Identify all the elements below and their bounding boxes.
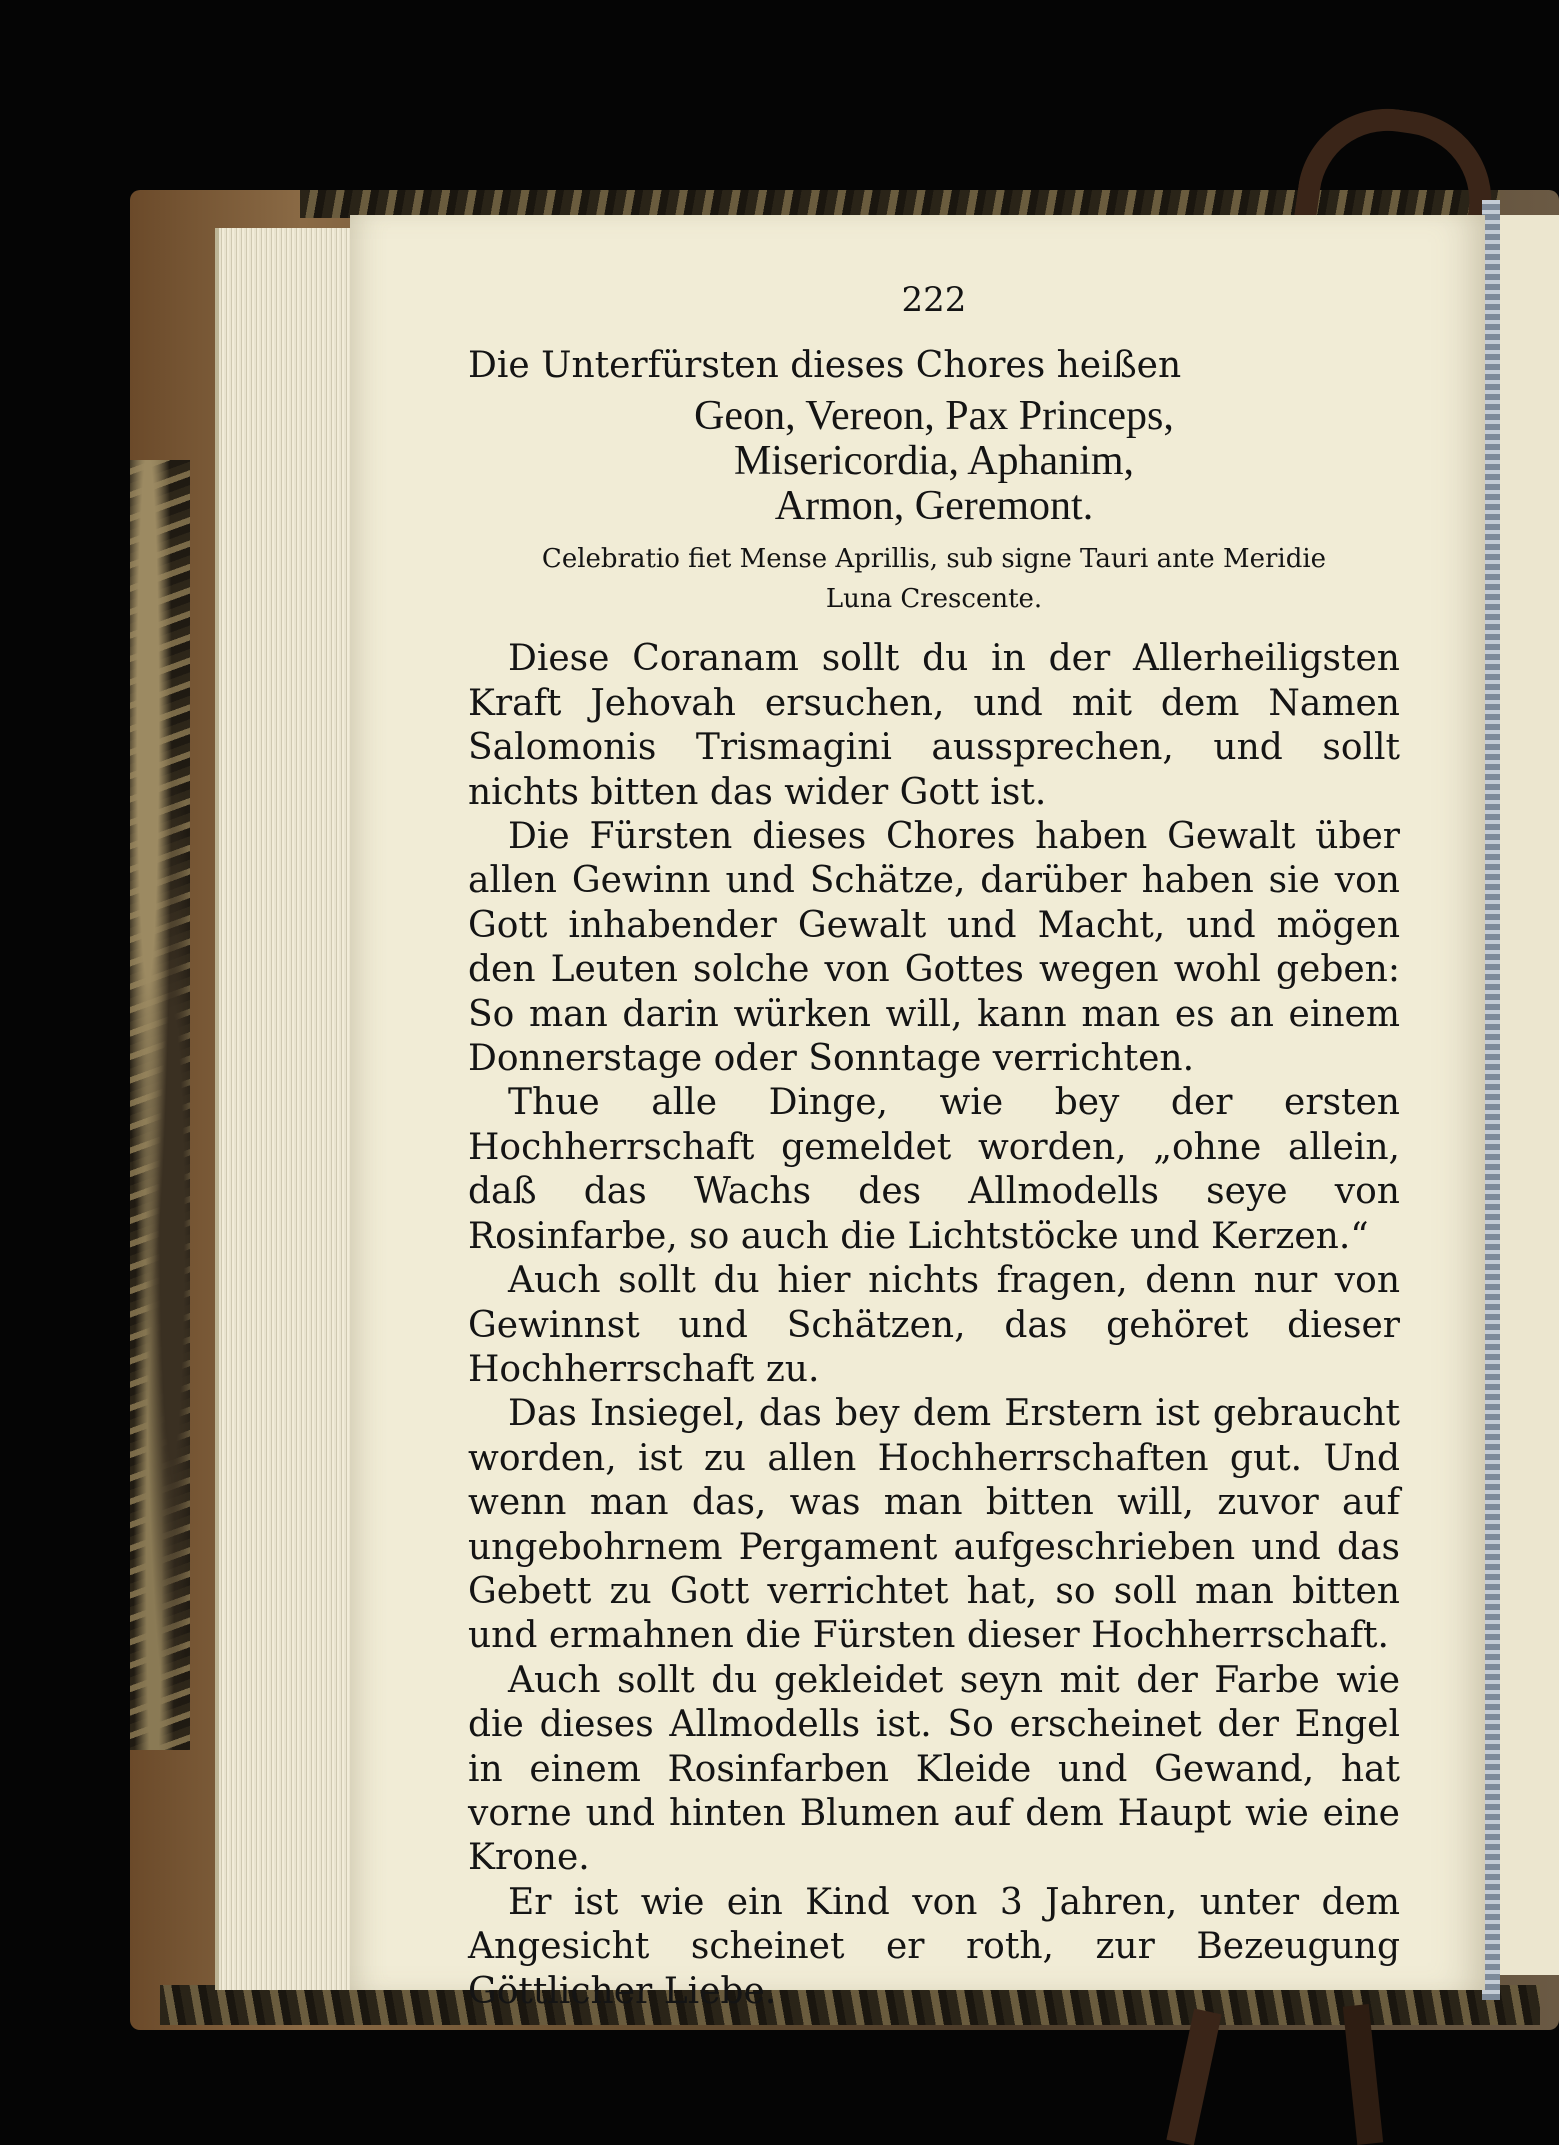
paragraph: Thue alle Dinge, wie bey der ersten Hochherrschaft gemeldet worden, „ohne allein, daß das Wachs des Allmodells seye von Rosinfarbe, so auch die Lichtstöcke und Kerzen.“ — [468, 1082, 1400, 1257]
paragraph: Auch sollt du gekleidet seyn mit der Farbe wie die dieses Allmodells ist. So erscheinet der Engel in einem Rosinfarben Kleide und Gewand, hat vorne und hinten Blumen auf dem Haupt wie eine Krone. — [468, 1659, 1400, 1879]
names-line: Armon, Geremont. — [774, 483, 1094, 530]
paragraph: Er ist wie ein Kind von 3 Jahren, unter dem Angesicht scheinet er roth, zur Bezeugung Göttlicher Liebe. — [468, 1881, 1400, 2012]
page-content — [468, 280, 1400, 2014]
names-block — [468, 394, 1400, 529]
paragraph: Auch sollt du hier nichts fragen, denn nur von Gewinnst und Schätzen, das gehöret dieser Hochherrschaft zu. — [468, 1260, 1400, 1390]
page-number: 222 — [901, 280, 967, 320]
names-line: Geon, Vereon, Pax Princeps, — [694, 393, 1174, 440]
latin-line: Luna Crescente. — [825, 584, 1043, 615]
latin-note — [468, 539, 1400, 619]
marbled-cover-edge — [130, 460, 190, 1750]
page-stack — [215, 228, 369, 1990]
names-line: Misericordia, Aphanim, — [733, 438, 1135, 485]
heading-line — [468, 344, 1400, 388]
paragraph: Das Insiegel, das bey dem Erstern ist gebraucht worden, ist zu allen Hochherrschaften gut. Und wenn man das, was man bitten will, zuvor auf ungebohrnem Pergament aufgeschrieben und das Gebett zu Gott verrichtet hat, so soll man bitten und ermahnen die Fürsten dieser Hochherrschaft. — [468, 1393, 1400, 1657]
paragraph: Die Fürsten dieses Chores haben Gewalt über allen Gewinn und Schätze, darüber haben sie von Gott inhabender Gewalt und Macht, und mögen den Leuten solche von Gottes wegen wohl geben: So man darin würken will, kann man es an einem Donnerstage oder Sonntage verrichten. — [468, 816, 1400, 1080]
facing-page — [1495, 215, 1559, 1975]
body-text — [468, 637, 1400, 2014]
latin-line: Celebratio fiet Mense Aprillis, sub signe Tauri ante Meridie — [541, 544, 1327, 575]
chapter-heading: Die Unterfürsten dieses Chores heißen — [468, 345, 1182, 386]
paragraph: Diese Coranam sollt du in der Allerheiligsten Kraft Jehovah ersuchen, und mit dem Namen Salomonis Trismagini aussprechen, und sollt nichts bitten das wider Gott ist. — [468, 638, 1400, 813]
